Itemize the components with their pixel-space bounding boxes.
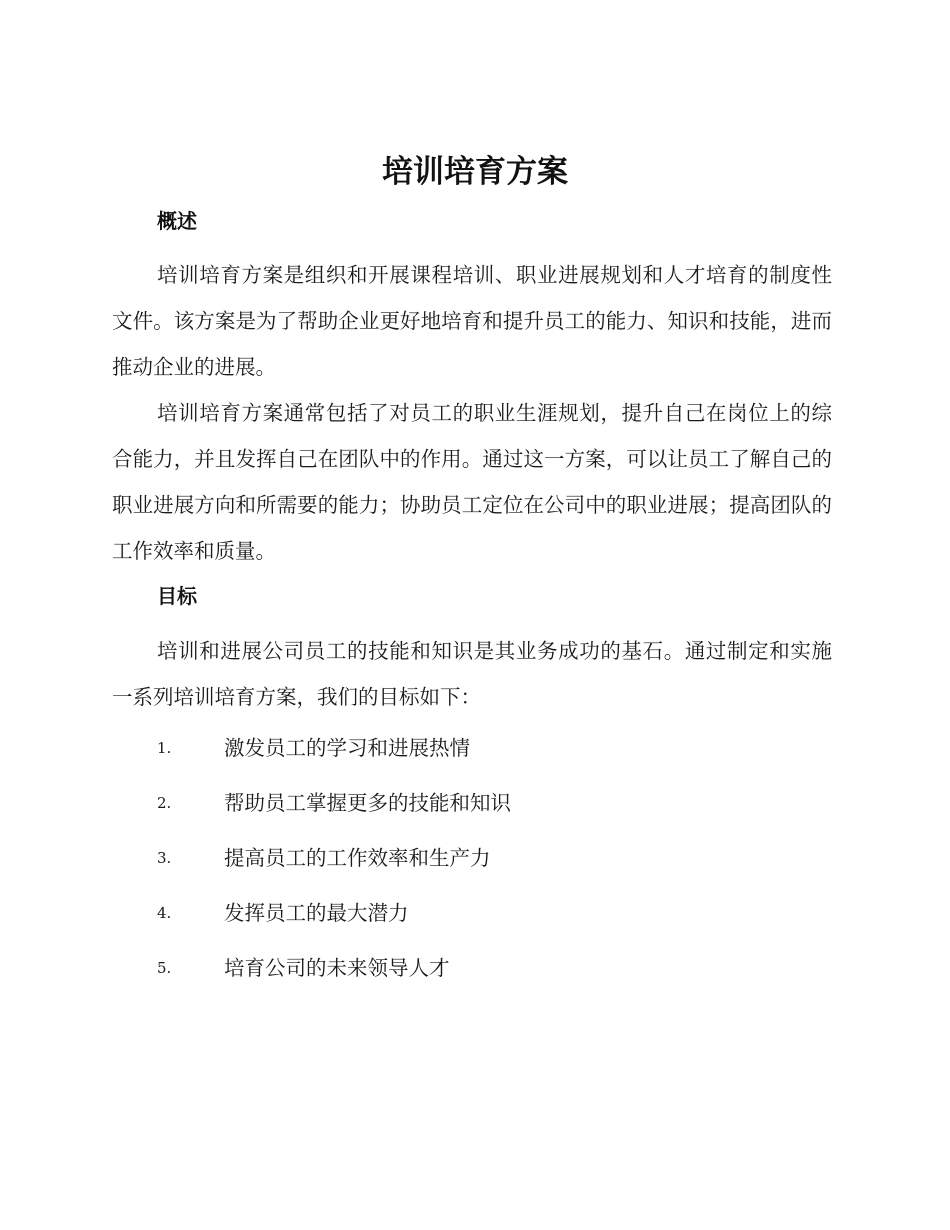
list-item	[0, 725, 950, 780]
list-item-text: 培育公司的未来领导人才	[224, 956, 450, 980]
list-item-number: 1.	[157, 739, 172, 757]
list-item-text: 提高员工的工作效率和生产力	[224, 846, 491, 870]
paragraph-overview-1: 培训培育方案是组织和开展课程培训、职业进展规划和人才培育的制度性文件。该方案是为了帮助企业更好地培育和提升员工的能力、知识和技能，进而推动企业的进展。	[112, 263, 832, 379]
list-item-text: 发挥员工的最大潜力	[224, 901, 409, 925]
list-item-text: 激发员工的学习和进展热情	[224, 736, 470, 760]
list-item-number: 4.	[157, 904, 172, 922]
document-title: 培训培育方案	[382, 154, 568, 190]
list-item-number: 5.	[157, 959, 172, 977]
section-heading-goals: 目标	[157, 584, 197, 608]
paragraph-goals-1: 培训和进展公司员工的技能和知识是其业务成功的基石。通过制定和实施一系列培训培育方案，我们的目标如下：	[112, 639, 832, 709]
list-item-number: 2.	[157, 794, 172, 812]
list-item-number: 3.	[157, 849, 172, 867]
list-item	[0, 945, 950, 1000]
goals-list	[0, 725, 950, 1000]
paragraph-overview-2: 培训培育方案通常包括了对员工的职业生涯规划，提升自己在岗位上的综合能力，并且发挥自己在团队中的作用。通过这一方案，可以让员工了解自己的职业进展方向和所需要的能力；协助员工定位在公司中的职业进展；提高团队的工作效率和质量。	[112, 401, 832, 563]
list-item-text: 帮助员工掌握更多的技能和知识	[224, 791, 511, 815]
list-item	[0, 890, 950, 945]
section-heading-overview: 概述	[157, 209, 197, 233]
list-item	[0, 780, 950, 835]
list-item	[0, 835, 950, 890]
